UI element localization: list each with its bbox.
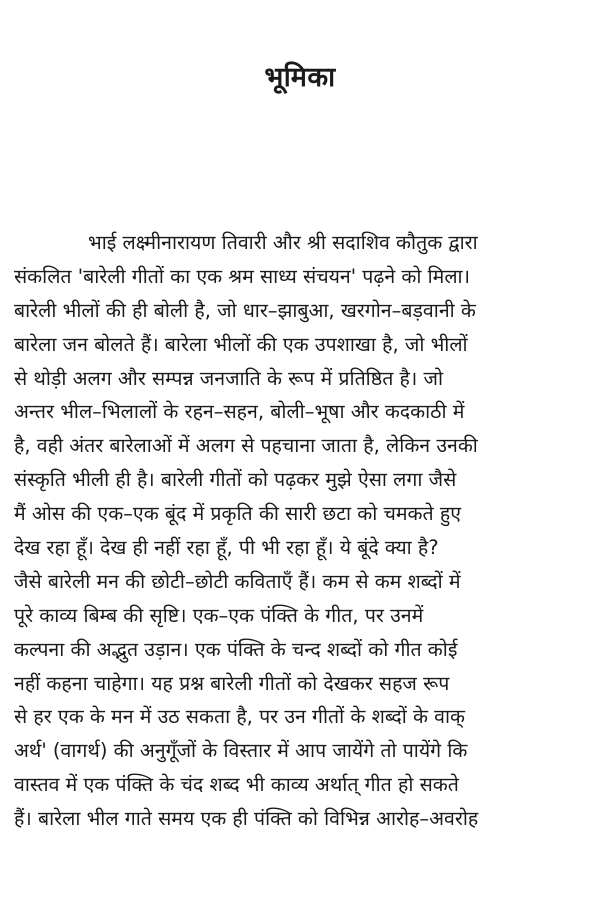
text-line: वास्तव में एक पंक्ति के चंद शब्द भी काव्य अर्थात् गीत हो सकते: [14, 773, 459, 797]
text-line: से हर एक के मन में उठ सकता है, पर उन गीतों के शब्दों के वाक्: [14, 705, 465, 729]
text-line: है, वही अंतर बारेलाओं में अलग से पहचाना जाता है, लेकिन उनकी: [14, 434, 478, 458]
text-line: हैं। बारेला भील गाते समय एक ही पंक्ति को विभिन्न आरोह–अवरोह: [14, 807, 479, 831]
text-line: बारेला जन बोलते हैं। बारेला भीलों की एक उपशाखा है, जो भीलों: [14, 332, 468, 356]
text-line: पूरे काव्य बिम्ब की सृष्टि। एक–एक पंक्ति के गीत, पर उनमें: [14, 603, 424, 627]
page-title: भूमिका: [264, 62, 336, 93]
text-line: मैं ओस की एक–एक बूंद में प्रकृति की सारी छटा को चमकते हुए: [14, 502, 461, 526]
text-line: कल्पना की अद्भुत उड़ान। एक पंक्ति के चन्द शब्दों को गीत कोई: [14, 637, 458, 661]
text-line: देख रहा हूँ। देख ही नहीं रहा हूँ, पी भी रहा हूँ। ये बूंदे क्या है?: [14, 536, 439, 560]
text-line: भाई लक्ष्मीनारायण तिवारी और श्री सदाशिव कौतुक द्वारा: [88, 231, 478, 254]
text-line: से थोड़ी अलग और सम्पन्न जनजाति के रूप में प्रतिष्ठित है। जो: [14, 366, 443, 390]
text-line: जैसे बारेली मन की छोटी–छोटी कविताएँ हैं। कम से कम शब्दों में: [14, 569, 461, 593]
text-line: नहीं कहना चाहेगा। यह प्रश्न बारेली गीतों को देखकर सहज रूप: [14, 671, 450, 695]
text-line: संस्कृति भीली ही है। बारेली गीतों को पढ़कर मुझे ऐसा लगा जैसे: [14, 468, 457, 492]
text-line: संकलित 'बारेली गीतों का एक श्रम साध्य संचयन' पढ़ने को मिला।: [14, 264, 470, 288]
text-line: अर्थ' (वागर्थ) की अनुगूँजों के विस्तार में आप जायेंगे तो पायेंगे कि: [14, 739, 468, 763]
text-line: बारेली भीलों की ही बोली है, जो धार–झाबुआ, खरगोन–बड़वानी के: [14, 298, 476, 322]
text-line: अन्तर भील–भिलालों के रहन–सहन, बोली–भूषा और कदकाठी में: [14, 400, 465, 424]
body-paragraph: [14, 226, 586, 836]
